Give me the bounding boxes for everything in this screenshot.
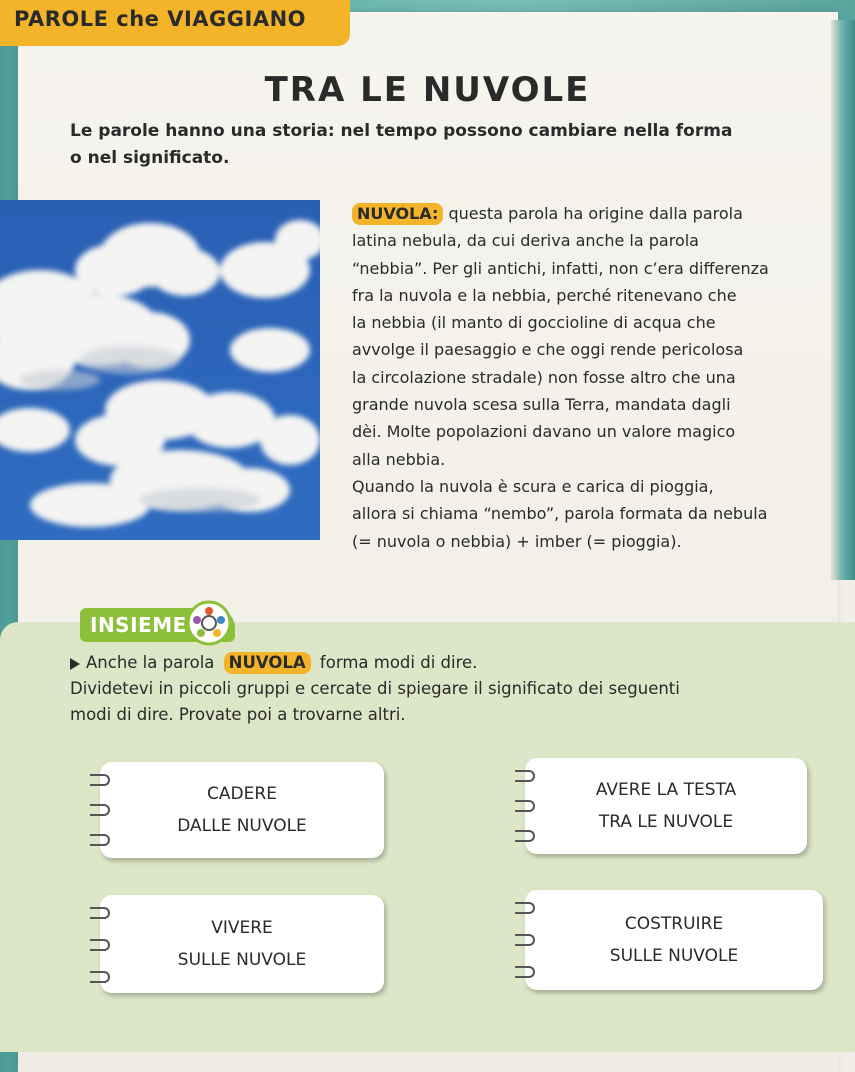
binder-ring-icon <box>90 939 110 951</box>
page-title: TRA LE NUVOLE <box>264 70 591 110</box>
keyword-highlight: NUVOLA: <box>352 203 443 225</box>
body-line: fra la nuvola e la nebbia, perché ritenevano che <box>352 285 737 305</box>
instruction-line: Anche la parola NUVOLA forma modi di dire. <box>70 650 810 676</box>
binder-ring-icon <box>515 770 535 782</box>
body-line: latina nebula, da cui deriva anche la parola <box>352 231 699 251</box>
instruction-line: modi di dire. Provate poi a trovarne altri. <box>70 705 406 724</box>
body-line: avvolge il paesaggio e che oggi rende pericolosa <box>352 340 744 360</box>
binder-ring-icon <box>515 966 535 978</box>
insieme-tab: INSIEME <box>80 608 235 642</box>
section-label: PAROLE che VIAGGIANO <box>0 0 350 46</box>
body-line: la circolazione stradale) non fosse altro che una <box>352 367 736 387</box>
keyword-highlight: NUVOLA <box>224 652 311 674</box>
body-line <box>352 200 842 227</box>
binder-ring-icon <box>90 907 110 919</box>
idiom-line: COSTRUIRE <box>624 914 724 934</box>
idiom-line: DALLE NUVOLE <box>177 816 307 836</box>
binder-ring-icon <box>90 834 110 846</box>
idiom-line: SULLE NUVOLE <box>177 950 307 970</box>
article-body <box>352 200 842 555</box>
idiom-card <box>100 895 384 993</box>
body-line: “nebbia”. Per gli antichi, infatti, non c’era differenza <box>352 258 769 278</box>
binder-ring-icon <box>515 830 535 842</box>
binder-ring-icon <box>515 800 535 812</box>
body-line: grande nuvola scesa sulla Terra, mandata dagli <box>352 395 731 415</box>
idiom-line: CADERE <box>207 784 277 804</box>
idiom-line: VIVERE <box>211 918 273 938</box>
idiom-line: TRA LE NUVOLE <box>598 812 734 832</box>
binder-ring-icon <box>90 774 110 786</box>
body-line: (= nuvola o nebbia) + imber (= pioggia). <box>352 531 682 551</box>
clouds-illustration <box>0 200 320 540</box>
group-people-icon <box>186 600 232 646</box>
binder-ring-icon <box>90 804 110 816</box>
intro-line: Le parole hanno una storia: nel tempo possono cambiare nella forma <box>70 121 733 141</box>
body-line-text: questa parola ha origine dalla parola <box>443 204 743 223</box>
idiom-line: SULLE NUVOLE <box>609 946 739 966</box>
idiom-card <box>525 890 823 990</box>
body-line: allora si chiama “nembo”, parola formata da nebula <box>352 504 768 524</box>
idiom-card <box>525 758 807 854</box>
activity-instructions <box>70 650 810 728</box>
binder-ring-icon <box>515 902 535 914</box>
bullet-arrow-icon <box>70 658 80 670</box>
body-line: alla nebbia. <box>352 449 446 469</box>
intro-paragraph <box>70 118 760 172</box>
body-line: dèi. Molte popolazioni davano un valore magico <box>352 422 736 442</box>
body-line: la nebbia (il manto di goccioline di acqua che <box>352 313 716 333</box>
instruction-line: Dividetevi in piccoli gruppi e cercate di spiegare il significato dei seguenti <box>70 679 680 698</box>
binder-ring-icon <box>90 971 110 983</box>
idiom-card <box>100 762 384 858</box>
body-line: Quando la nuvola è scura e carica di pioggia, <box>352 476 714 496</box>
intro-line: o nel significato. <box>70 148 230 168</box>
binder-ring-icon <box>515 934 535 946</box>
idiom-line: AVERE LA TESTA <box>595 780 737 800</box>
clouds-photo <box>0 200 320 540</box>
